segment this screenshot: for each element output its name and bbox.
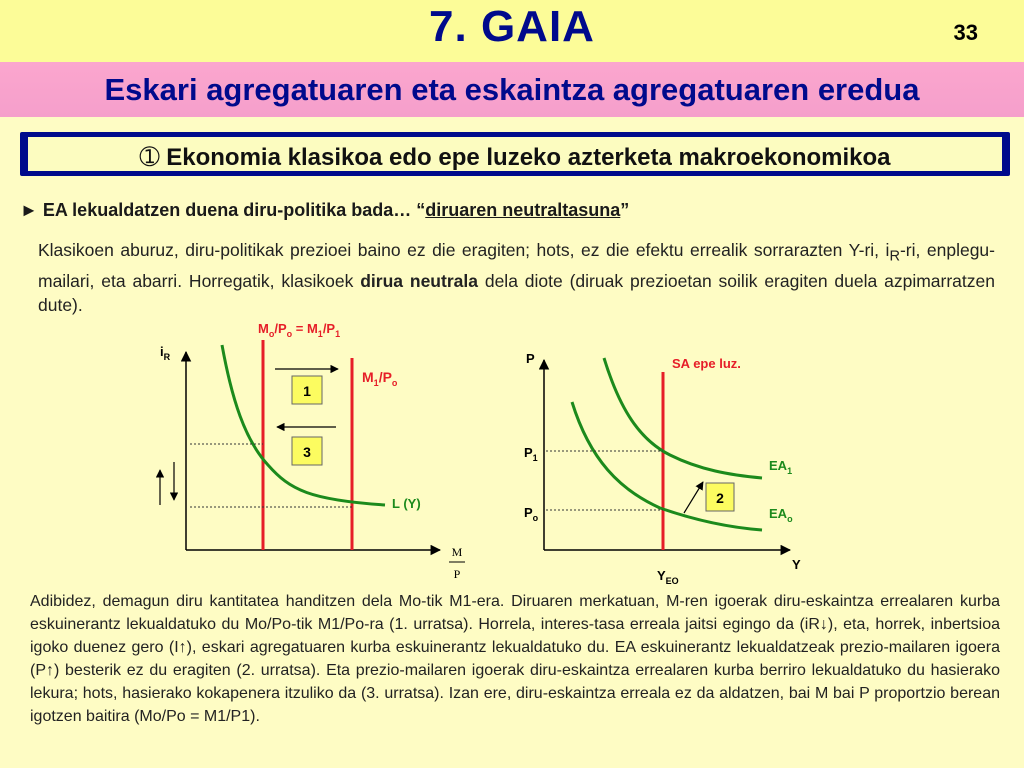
intro-subscript: R: [889, 248, 900, 265]
circled-one-icon: ➀: [139, 144, 160, 171]
money-neutral-term: dirua neutrala: [360, 270, 478, 291]
ea1-label: $EA_1$: [769, 458, 793, 476]
triangle-bullet-icon: ►: [20, 200, 38, 220]
neutrality-term: diruaren neutraltasuna: [425, 200, 621, 220]
demand-shift-arrow: [684, 482, 703, 513]
intro-text-2: -ri, enplegu-mailari, eta abarri. Horregatik, klasikoek: [38, 240, 995, 291]
section-heading-text: Ekonomia klasikoa edo epe luzeko azterketa makroekonomikoa: [166, 144, 891, 171]
y-axis-label: Y: [792, 557, 801, 572]
page-number: 33: [953, 20, 978, 45]
long-run-supply-label: SA epe luz.: [672, 356, 741, 371]
ea1-curve: [604, 358, 762, 478]
p-axis-label: P: [526, 351, 535, 366]
page-subtitle: Eskari agregatuaren eta eskaintza agregatuaren eredua: [104, 72, 920, 107]
ad-as-diagram: [524, 351, 801, 586]
x-axis-denominator: P: [453, 567, 461, 581]
po-label: $P_o$: [524, 505, 539, 523]
explanation-paragraph: Adibidez, demagun diru kantitatea handitzen dela Mo-tik M1-era. Diruaren merkatuan, M-ren igoerak diru-eskaintza errealaren kurba eskuinerantz lekualdatuko du Mo/Po-tik M1/Po-ra (1. urratsa). Horrela, interes-tasa erreala jaitsi egingo da (iR↓), eta, horrek, inbertsioa igoko duenez gero (I↑), eskari agregatuaren kurba eskuinerantz lekualdatuko du. EA eskuinerantz lekualdatzeak prezio-mailaren igoera (P↑) besterik ez du eragiten (2. urratsa). Eta prezio-mailaren igoerak diru-eskaintza errealaren kurba berriro lekualdatuko du hasierako lekura; hots, hasierako kokapenera itzuliko da (3. urratsa). Izan ere, diru-eskaintza erreala ez da aldatzen, bai M bai P proportzio berean igotzen baitira (Mo/Po = M1/P1).: [30, 593, 1000, 725]
money-demand-label: L (Y): [392, 496, 421, 511]
money-market-diagram: [160, 321, 465, 581]
p1-label: $P_1$: [524, 445, 538, 463]
eao-label: $EA_o$: [769, 506, 793, 524]
page-title: 7. GAIA: [429, 2, 595, 51]
intro-text-1: Klasikoen aburuz, diru-politikak prezioei baino ez die eragiten; hots, ez die efektu errealik sorrarazten Y-ri, i: [38, 240, 890, 260]
ir-axis-label: $i_R$: [160, 344, 171, 362]
shifted-supply-label: $M_1/P_o$: [362, 369, 398, 388]
x-axis-numerator: M: [451, 545, 463, 559]
intro-text-3: dela diote (diruak prezioetan soilik eragiten duela azpimarratzen dute).: [38, 270, 995, 315]
subheading-text: EA lekualdatzen duena diru-politika bada… “: [42, 200, 426, 220]
subheading-close-quote: ”: [620, 200, 630, 220]
equal-ratio-label: $M_o/P_o = M_1/P_1$: [258, 321, 341, 339]
step-1-label: 1: [303, 383, 311, 399]
step-2-label: 2: [716, 490, 724, 506]
step-3-label: 3: [303, 444, 311, 460]
yeo-label: $Y_{EO}$: [657, 568, 679, 586]
